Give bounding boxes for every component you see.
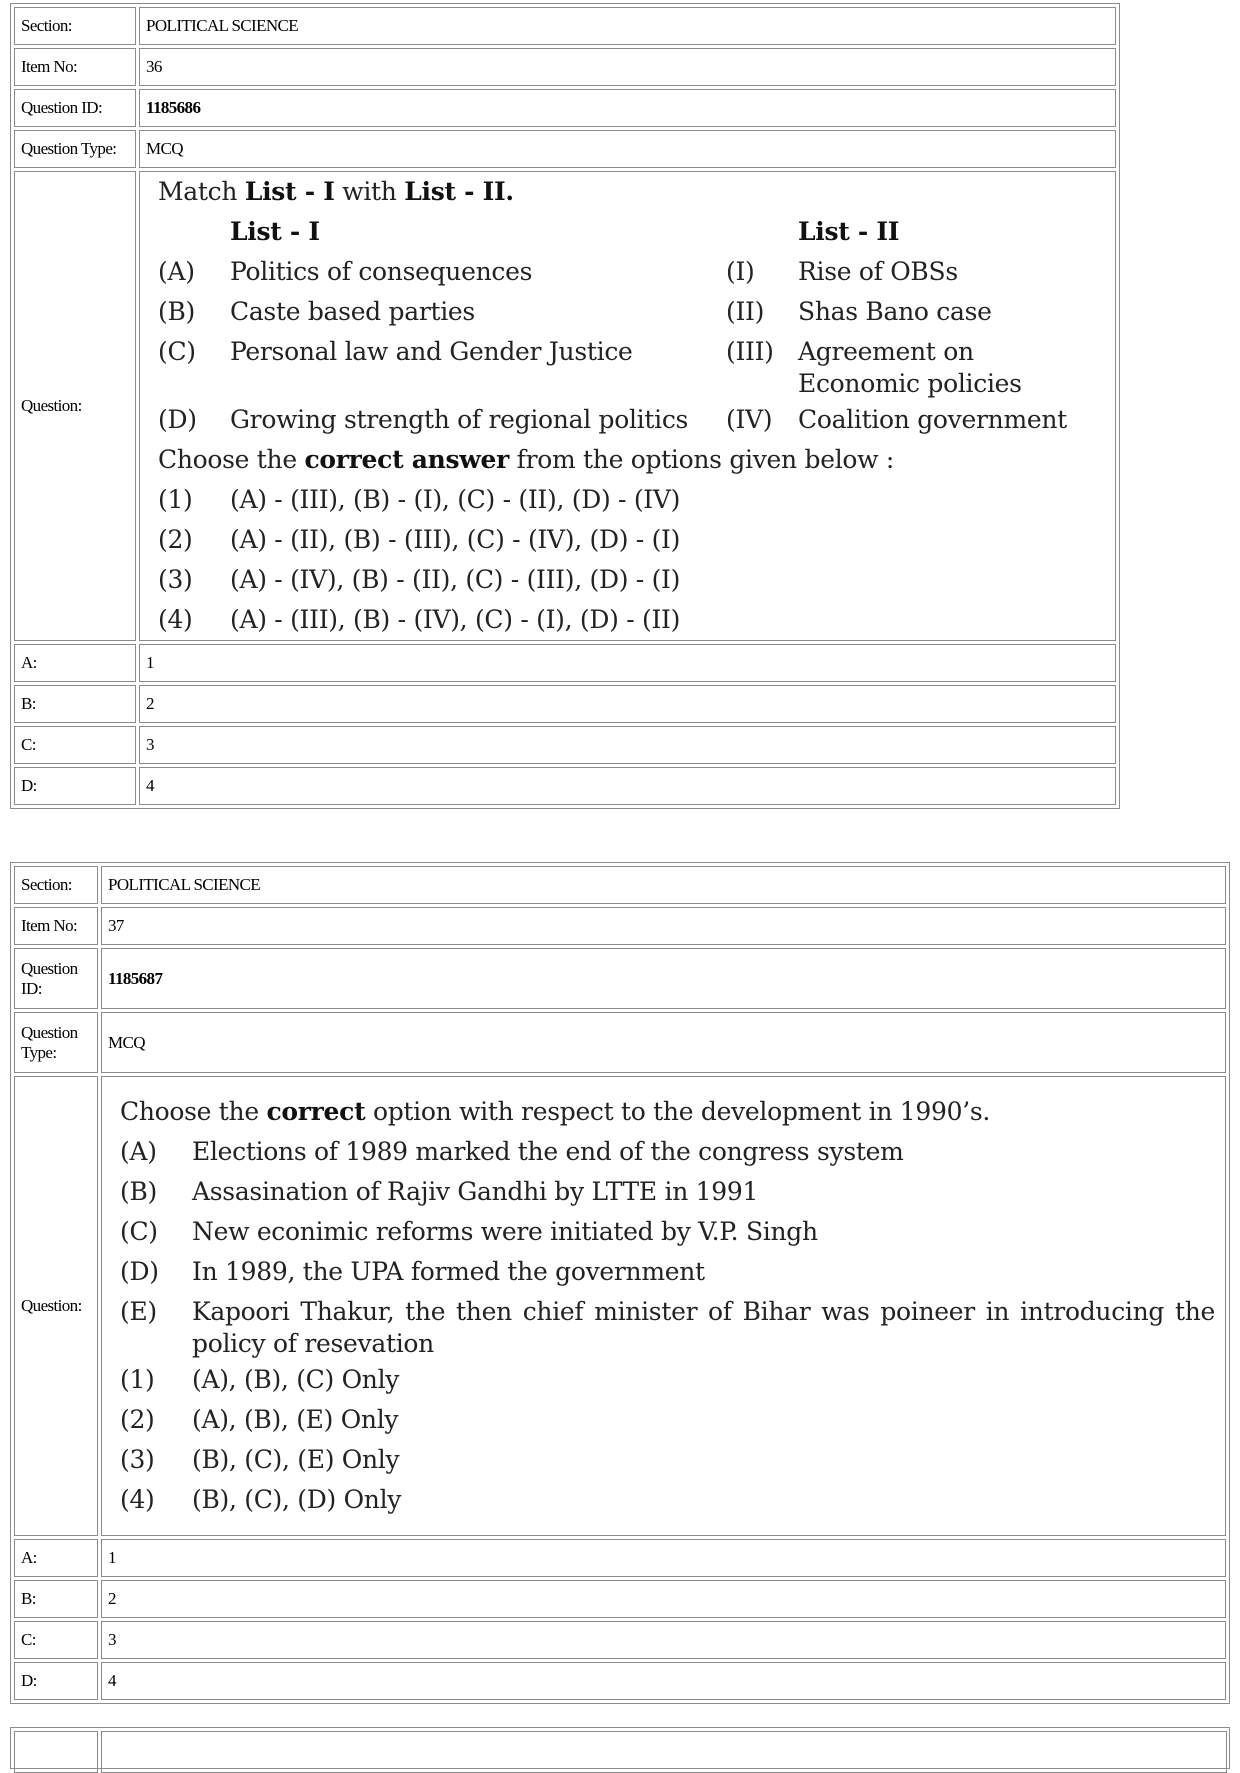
option-d-value: 4 — [139, 767, 1116, 805]
question-type-label: Question Type: — [14, 1012, 98, 1073]
item-no-label: Item No: — [14, 907, 98, 945]
section-value: POLITICAL SCIENCE — [139, 7, 1116, 45]
item-no-value: 37 — [101, 907, 1226, 945]
item-no-row — [14, 907, 1226, 945]
question-id-row — [14, 89, 1116, 127]
option-c-label: C: — [14, 726, 136, 764]
question-row — [14, 171, 1116, 641]
question-id-row — [14, 948, 1226, 1009]
match-row: (A) Politics of consequences (I) Rise of OBSs — [158, 257, 958, 286]
statement: (D) In 1989, the UPA formed the government — [120, 1257, 705, 1286]
answer-option: (3) (B), (C), (E) Only — [120, 1445, 400, 1474]
question-card-36 — [10, 3, 1120, 809]
section-label: Section: — [14, 7, 136, 45]
question-type-value: MCQ — [139, 130, 1116, 168]
answer-option: (3) (A) - (IV), (B) - (II), (C) - (III), (D) - (I) — [158, 565, 681, 594]
statement: (A) Elections of 1989 marked the end of the congress system — [120, 1137, 904, 1166]
option-a-label: A: — [14, 644, 136, 682]
question-intro: Match List - I with List - II. — [158, 177, 514, 206]
answer-option: (1) (A), (B), (C) Only — [120, 1365, 400, 1394]
option-b-value: 2 — [139, 685, 1116, 723]
question-body — [139, 171, 1116, 641]
item-no-value: 36 — [139, 48, 1116, 86]
section-row — [14, 866, 1226, 904]
option-d-label: D: — [14, 767, 136, 805]
item-no-label: Item No: — [14, 48, 136, 86]
statement: (C) New econimic reforms were initiated by V.P. Singh — [120, 1217, 818, 1246]
answer-option: (2) (A) - (II), (B) - (III), (C) - (IV), (D) - (I) — [158, 525, 681, 554]
answer-option: (4) (B), (C), (D) Only — [120, 1485, 402, 1514]
option-a-label: A: — [14, 1539, 98, 1577]
question-type-row — [14, 1012, 1226, 1073]
option-d-row — [14, 1662, 1226, 1700]
question-row — [14, 1076, 1226, 1536]
question-body — [101, 1076, 1226, 1536]
option-a-value: 1 — [139, 644, 1116, 682]
question-id-label: Question ID: — [14, 89, 136, 127]
option-b-row — [14, 685, 1116, 723]
option-c-value: 3 — [139, 726, 1116, 764]
answer-option: (1) (A) - (III), (B) - (I), (C) - (II), (D) - (IV) — [158, 485, 681, 514]
option-c-label: C: — [14, 1621, 98, 1659]
section-label: Section: — [14, 866, 98, 904]
option-a-value: 1 — [101, 1539, 1226, 1577]
question-type-label: Question Type: — [14, 130, 136, 168]
question-id-value: 1185687 — [101, 948, 1226, 1009]
question-type-value: MCQ — [101, 1012, 1226, 1073]
option-c-row — [14, 726, 1116, 764]
question-id-value: 1185686 — [139, 89, 1116, 127]
question-intro: Choose the correct option with respect to the development in 1990’s. — [120, 1097, 991, 1126]
option-b-row — [14, 1580, 1226, 1618]
answer-option: (2) (A), (B), (E) Only — [120, 1405, 399, 1434]
option-a-row — [14, 1539, 1226, 1577]
next-question-card — [10, 1727, 1230, 1769]
option-c-row — [14, 1621, 1226, 1659]
item-no-row — [14, 48, 1116, 86]
statement: (E) Kapoori Thakur, the then chief minister of Bihar was poineer in introducing the policy of resevation — [120, 1297, 1215, 1358]
section-value: POLITICAL SCIENCE — [101, 866, 1226, 904]
option-d-row — [14, 767, 1116, 805]
option-b-label: B: — [14, 685, 136, 723]
option-a-row — [14, 644, 1116, 682]
answer-option: (4) (A) - (III), (B) - (IV), (C) - (I), (D) - (II) — [158, 605, 681, 634]
list-1-header: List - I — [230, 217, 320, 246]
match-row: (C) Personal law and Gender Justice (III) Agreement on Economic policies — [158, 337, 1022, 398]
next-question-value-cell — [101, 1731, 1227, 1773]
option-d-value: 4 — [101, 1662, 1226, 1700]
list-headers — [158, 212, 1109, 252]
next-question-label-cell — [14, 1731, 98, 1773]
question-label: Question: — [14, 1076, 98, 1536]
option-c-value: 3 — [101, 1621, 1226, 1659]
option-b-label: B: — [14, 1580, 98, 1618]
match-row: (B) Caste based parties (II) Shas Bano case — [158, 297, 992, 326]
statement: (B) Assasination of Rajiv Gandhi by LTTE in 1991 — [120, 1177, 759, 1206]
section-row — [14, 7, 1116, 45]
question-id-label: Question ID: — [14, 948, 98, 1009]
option-d-label: D: — [14, 1662, 98, 1700]
question-label: Question: — [14, 171, 136, 641]
option-b-value: 2 — [101, 1580, 1226, 1618]
list-2-header: List - II — [798, 217, 900, 246]
match-row: (D) Growing strength of regional politics (IV) Coalition government — [158, 405, 1067, 434]
question-type-row — [14, 130, 1116, 168]
choose-instruction: Choose the correct answer from the options given below : — [158, 445, 895, 474]
question-card-37 — [10, 862, 1230, 1704]
